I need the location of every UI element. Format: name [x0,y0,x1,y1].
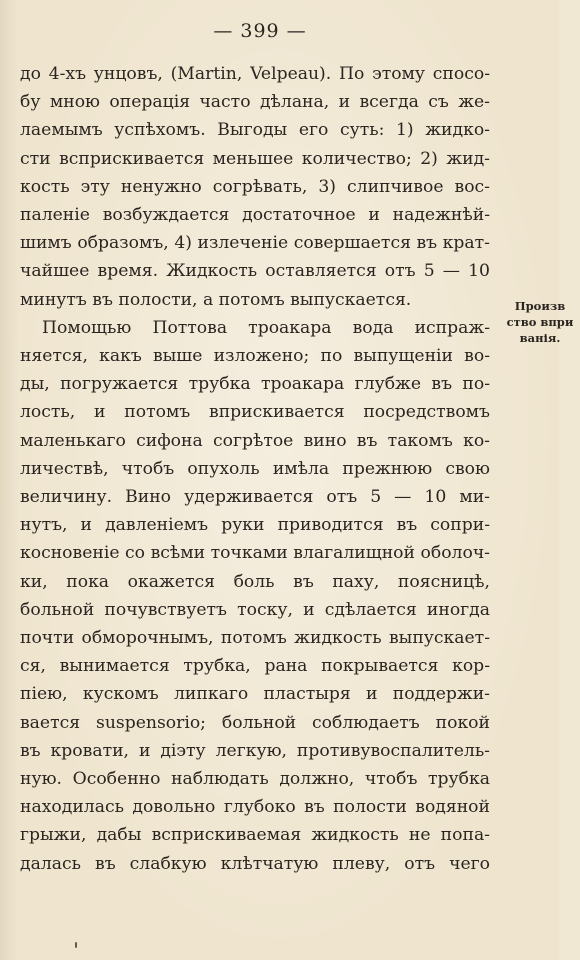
margin-note [500,298,580,346]
text-line: вается suspensorio; больной соблюдаетъ покой [20,712,490,733]
text-line: шимъ образомъ, 4) излеченіе совершается въ крат- [20,233,490,254]
text-line: до 4-хъ унцовъ, (Martin, Velpeau). По этому спосо- [20,64,490,84]
margin-note-line: Произв [514,299,566,313]
text-line: ся, вынимается трубка, рана покрывается кор- [20,656,490,677]
text-line: чайшее время. Жидкость оставляется отъ 5 — 10 [20,261,490,282]
text-line: далась въ слабкую клѣтчатую плеву, отъ чего [20,853,490,874]
text-line: грыжи, дабы всприскиваемая жидкость не попа- [20,825,490,846]
text-line: паленіе возбуждается достаточное и надежнѣй- [20,205,490,226]
text-line: няется, какъ выше изложено; по выпущеніи во- [20,346,490,367]
text-line: личествѣ, чтобъ опухоль имѣла прежнюю свою [20,458,490,479]
text-line: ды, погружается трубка троакара глубже въ по- [20,374,490,395]
body-text [20,60,490,878]
text-line: почти обморочнымъ, потомъ жидкость выпускает- [20,628,490,649]
text-line: величину. Вино удерживается отъ 5 — 10 ми- [20,487,490,508]
text-line: сти всприскивается меньшее количество; 2) жид- [20,148,490,169]
text-line: находилась довольно глубоко въ полости водяной [20,797,490,818]
text-line: лость, и потомъ вприскивается посредствомъ [20,402,490,423]
text-line: больной почувствуетъ тоску, и сдѣлается иногда [20,599,490,620]
text-line: лаемымъ успѣхомъ. Выгоды его суть: 1) жидко- [20,120,490,141]
text-line: нутъ, и давленіемъ руки приводится въ сопри- [20,515,490,536]
text-line: маленькаго сифона согрѣтое вино въ такомъ ко- [20,430,490,451]
text-line: въ кровати, и діэту легкую, противувоспалитель- [20,740,490,761]
text-line: кость эту ненужно согрѣвать, 3) слипчивое вос- [20,176,490,197]
margin-note-line: ванія. [519,331,561,345]
text-line: минутъ въ полости, а потомъ выпускается. [20,289,412,310]
margin-note-line: ство впри [506,315,574,329]
ink-speck [75,942,77,948]
text-line: бу мною операція часто дѣлана, и всегда съ же- [20,92,490,113]
page-number: — 399 — [213,20,307,42]
text-line: косновеніе со всѣми точками влагалищной оболоч- [20,543,490,564]
text-line: піею, кускомъ липкаго пластыря и поддержи- [20,684,490,705]
text-line: Помощью Поттова троакара вода испраж- [42,317,490,338]
text-line: ки, пока окажется боль въ паху, поясницѣ, [20,571,490,592]
text-line: ную. Особенно наблюдать должно, чтобъ трубка [20,769,490,790]
